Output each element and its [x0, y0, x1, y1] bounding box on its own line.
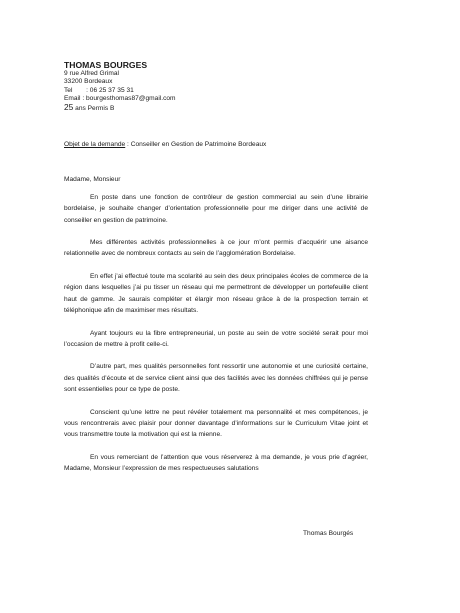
salutation: Madame, Monsieur: [64, 176, 121, 183]
paragraph: D’autre part, mes qualités personnelles font ressortir une autonomie et une curiosité certaine, des qualités d’écoute et de service client ainsi que des facilités avec les données chiffrées qui je pense sont essentielles pour ce type de poste.: [64, 363, 368, 394]
sender-age-line: [64, 103, 176, 113]
sender-block: [64, 60, 176, 113]
phone-label: Tel: [64, 86, 73, 94]
sender-phone-line: [64, 87, 176, 95]
letter-body: [64, 192, 368, 486]
paragraph: Mes différentes activités professionnelles à ce jour m’ont permis d’acquérir une aisance relationnelle avec de nombreux contacts au sein de l’agglomération Bordelaise.: [64, 239, 368, 258]
age-rest: ans Permis B: [75, 105, 115, 113]
sender-address-line1: 9 rue Alfred Grimal: [64, 70, 119, 77]
sender-address-line2: 33200 Bordeaux: [64, 78, 113, 86]
email-label: Email: [64, 94, 81, 102]
paragraph: En vous remerciant de l’attention que vous réserverez à ma demande, je vous prie d’agréer, Madame, Monsieur l’expression de mes respectueuses salutations: [64, 453, 368, 473]
subject-line: [64, 141, 266, 148]
subject-text: : Conseiller en Gestion de Patrimoine Bordeaux: [125, 141, 267, 148]
sender-name: THOMAS BOURGES: [64, 60, 148, 70]
sender-email-line: [64, 95, 176, 103]
paragraph: Conscient qu’une lettre ne peut révéler totalement ma personnalité et mes compétences, je vous rencontrerais avec plaisir pour donner davantage d’informations sur le Curriculum Vitae joint et vous transmettre toute la motivation qui est la mienne.: [64, 408, 368, 439]
email-value: : bourgesthomas87@gmail.com: [82, 94, 176, 102]
subject-label: Objet de la demande: [64, 141, 126, 148]
signature: Thomas Bourgés: [303, 530, 354, 537]
paragraph: En poste dans une fonction de contrôleur de gestion commercial au sein d’une librairie bordelaise, je souhaite changer d’orientation professionnelle pour me diriger dans une activité de conseiller en gestion de patrimoine.: [64, 194, 368, 224]
phone-value: : 06 25 37 35 31: [86, 86, 134, 94]
paragraph: Ayant toujours eu la fibre entrepreneurial, un poste au sein de votre société serait pour moi l’occasion de mettre à profit celle-ci.: [64, 329, 368, 348]
age-number: 25: [64, 102, 74, 113]
paragraph: En effet j’ai effectué toute ma scolarité au sein des deux principales écoles de commerce de la région dans lesquelles j’ai pu tisser un réseau qui me permettront de développer un portefeuille client haut de gamme. Je saurais compléter et élargir mon réseau grâce à de la prospection terrain et téléphonique afin de maximiser mes résultats.: [64, 273, 368, 314]
